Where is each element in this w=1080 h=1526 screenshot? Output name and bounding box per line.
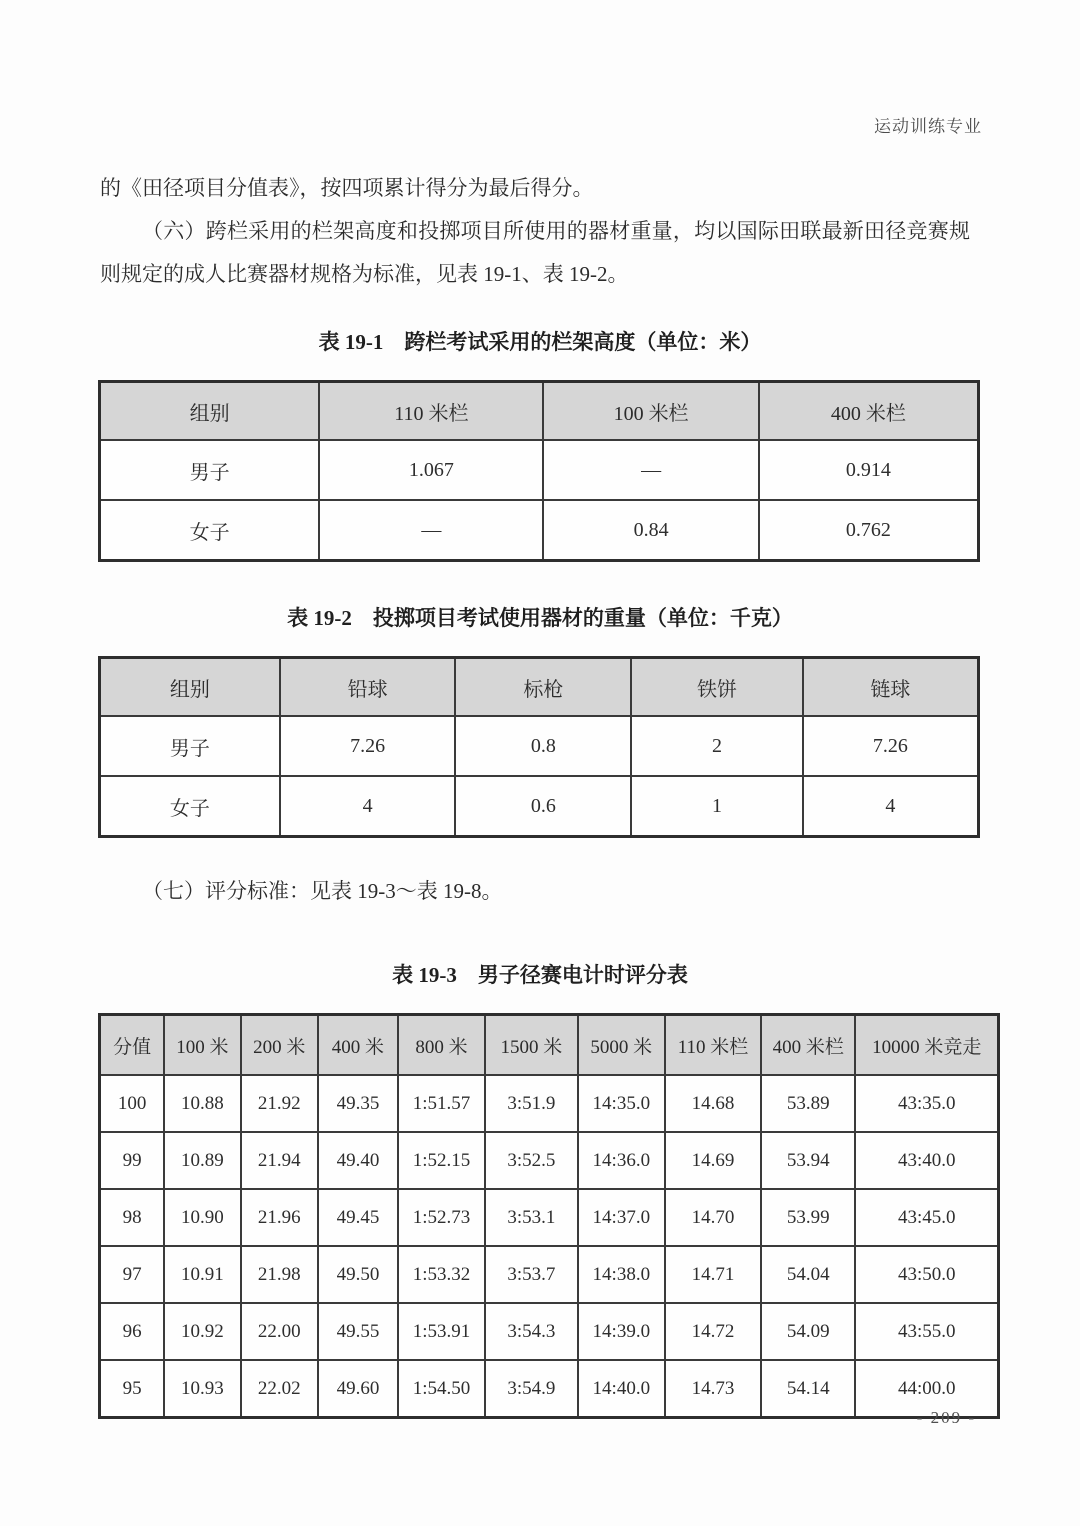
table-cell: 96 xyxy=(100,1303,165,1360)
table-row xyxy=(100,440,979,500)
table-cell: 3:52.5 xyxy=(485,1132,578,1189)
table-cell: 14:36.0 xyxy=(578,1132,665,1189)
table-cell: 43:45.0 xyxy=(855,1189,998,1246)
column-header: 链球 xyxy=(803,658,979,717)
column-header: 组别 xyxy=(100,382,320,441)
column-header: 标枪 xyxy=(455,658,631,717)
table-cell: — xyxy=(319,500,543,561)
table-cell: 女子 xyxy=(100,500,320,561)
column-header: 铅球 xyxy=(280,658,456,717)
table-cell: 99 xyxy=(100,1132,165,1189)
column-header: 800 米 xyxy=(398,1015,485,1076)
table-cell: 10.92 xyxy=(164,1303,240,1360)
table-row xyxy=(100,716,979,776)
table-cell: — xyxy=(543,440,758,500)
table-cell: 0.84 xyxy=(543,500,758,561)
table-cell: 14.71 xyxy=(665,1246,761,1303)
header-row xyxy=(100,1015,999,1076)
table-row xyxy=(100,1075,999,1132)
table-19-2-title: 表 19-2 投掷项目考试使用器材的重量（单位：千克） xyxy=(287,606,793,630)
header-row xyxy=(100,658,979,717)
table-cell: 7.26 xyxy=(803,716,979,776)
table-cell: 49.45 xyxy=(318,1189,398,1246)
table-cell: 53.89 xyxy=(761,1075,855,1132)
table-cell: 54.09 xyxy=(761,1303,855,1360)
table-cell: 14.69 xyxy=(665,1132,761,1189)
column-header: 10000 米竞走 xyxy=(855,1015,998,1076)
page-number: - 209 - xyxy=(916,1408,976,1427)
table-cell: 22.02 xyxy=(241,1360,318,1418)
table-cell: 14:38.0 xyxy=(578,1246,665,1303)
table-cell: 100 xyxy=(100,1075,165,1132)
column-header: 110 米栏 xyxy=(319,382,543,441)
table-cell: 10.88 xyxy=(164,1075,240,1132)
table-cell: 1:53.91 xyxy=(398,1303,485,1360)
table-cell: 10.93 xyxy=(164,1360,240,1418)
table-cell: 21.96 xyxy=(241,1189,318,1246)
column-header: 铁饼 xyxy=(631,658,802,717)
column-header: 400 米栏 xyxy=(761,1015,855,1076)
table-cell: 14.72 xyxy=(665,1303,761,1360)
table-cell: 10.89 xyxy=(164,1132,240,1189)
table-cell: 1.067 xyxy=(319,440,543,500)
table-cell: 22.00 xyxy=(241,1303,318,1360)
column-header: 1500 米 xyxy=(485,1015,578,1076)
table-cell: 10.91 xyxy=(164,1246,240,1303)
table-row xyxy=(100,1189,999,1246)
table-cell: 男子 xyxy=(100,716,280,776)
column-header: 400 米栏 xyxy=(759,382,979,441)
table-19-3-mens-track-scoring xyxy=(98,1013,1000,1419)
table-cell: 49.55 xyxy=(318,1303,398,1360)
table-cell: 21.92 xyxy=(241,1075,318,1132)
column-header: 100 米 xyxy=(164,1015,240,1076)
table-19-1-title: 表 19-1 跨栏考试采用的栏架高度（单位：米） xyxy=(318,330,762,354)
table-cell: 4 xyxy=(803,776,979,837)
table-row xyxy=(100,1360,999,1418)
table-cell: 1 xyxy=(631,776,802,837)
table-cell: 53.94 xyxy=(761,1132,855,1189)
table-cell: 49.60 xyxy=(318,1360,398,1418)
table-cell: 14.68 xyxy=(665,1075,761,1132)
column-header: 分值 xyxy=(100,1015,165,1076)
table-cell: 97 xyxy=(100,1246,165,1303)
table-cell: 1:52.15 xyxy=(398,1132,485,1189)
table-cell: 1:51.57 xyxy=(398,1075,485,1132)
column-header: 200 米 xyxy=(241,1015,318,1076)
table-cell: 3:54.9 xyxy=(485,1360,578,1418)
table-cell: 14.70 xyxy=(665,1189,761,1246)
table-cell: 男子 xyxy=(100,440,320,500)
paragraph-item-six: （六）跨栏采用的栏架高度和投掷项目所使用的器材重量，均以国际田联最新田径竞赛规则规定的成人比赛器材规格为标准，见表 19-1、表 19-2。 xyxy=(100,219,970,286)
table-cell: 21.98 xyxy=(241,1246,318,1303)
table-cell: 95 xyxy=(100,1360,165,1418)
table-row xyxy=(100,500,979,561)
table-cell: 53.99 xyxy=(761,1189,855,1246)
paragraph-continuation: 的《田径项目分值表》，按四项累计得分为最后得分。 xyxy=(100,176,594,200)
table-cell: 49.50 xyxy=(318,1246,398,1303)
table-19-2-throwing-weights xyxy=(98,656,980,838)
table-cell: 43:40.0 xyxy=(855,1132,998,1189)
table-cell: 1:54.50 xyxy=(398,1360,485,1418)
table-cell: 1:52.73 xyxy=(398,1189,485,1246)
table-cell: 女子 xyxy=(100,776,280,837)
table-cell: 49.35 xyxy=(318,1075,398,1132)
table-cell: 0.8 xyxy=(455,716,631,776)
table-cell: 3:53.7 xyxy=(485,1246,578,1303)
table-cell: 2 xyxy=(631,716,802,776)
table-cell: 0.6 xyxy=(455,776,631,837)
table-row xyxy=(100,1303,999,1360)
table-row xyxy=(100,776,979,837)
column-header: 组别 xyxy=(100,658,280,717)
table-cell: 98 xyxy=(100,1189,165,1246)
table-cell: 44:00.0 xyxy=(855,1360,998,1418)
header-row xyxy=(100,382,979,441)
column-header: 110 米栏 xyxy=(665,1015,761,1076)
table-cell: 3:51.9 xyxy=(485,1075,578,1132)
running-header: 运动训练专业 xyxy=(874,117,982,136)
table-cell: 4 xyxy=(280,776,456,837)
column-header: 5000 米 xyxy=(578,1015,665,1076)
table-cell: 10.90 xyxy=(164,1189,240,1246)
table-cell: 43:55.0 xyxy=(855,1303,998,1360)
table-cell: 1:53.32 xyxy=(398,1246,485,1303)
table-cell: 0.914 xyxy=(759,440,979,500)
table-cell: 14:40.0 xyxy=(578,1360,665,1418)
table-cell: 0.762 xyxy=(759,500,979,561)
paragraph-item-seven: （七）评分标准：见表 19-3〜表 19-8。 xyxy=(142,879,503,903)
table-cell: 3:54.3 xyxy=(485,1303,578,1360)
table-cell: 14:35.0 xyxy=(578,1075,665,1132)
table-cell: 54.14 xyxy=(761,1360,855,1418)
column-header: 400 米 xyxy=(318,1015,398,1076)
table-cell: 14:39.0 xyxy=(578,1303,665,1360)
table-cell: 21.94 xyxy=(241,1132,318,1189)
table-19-3-title: 表 19-3 男子径赛电计时评分表 xyxy=(392,963,688,987)
table-cell: 14.73 xyxy=(665,1360,761,1418)
table-cell: 7.26 xyxy=(280,716,456,776)
table-cell: 43:50.0 xyxy=(855,1246,998,1303)
column-header: 100 米栏 xyxy=(543,382,758,441)
table-cell: 49.40 xyxy=(318,1132,398,1189)
table-row xyxy=(100,1132,999,1189)
table-cell: 54.04 xyxy=(761,1246,855,1303)
table-row xyxy=(100,1246,999,1303)
table-19-1-hurdle-heights xyxy=(98,380,980,562)
table-cell: 43:35.0 xyxy=(855,1075,998,1132)
table-cell: 14:37.0 xyxy=(578,1189,665,1246)
table-cell: 3:53.1 xyxy=(485,1189,578,1246)
